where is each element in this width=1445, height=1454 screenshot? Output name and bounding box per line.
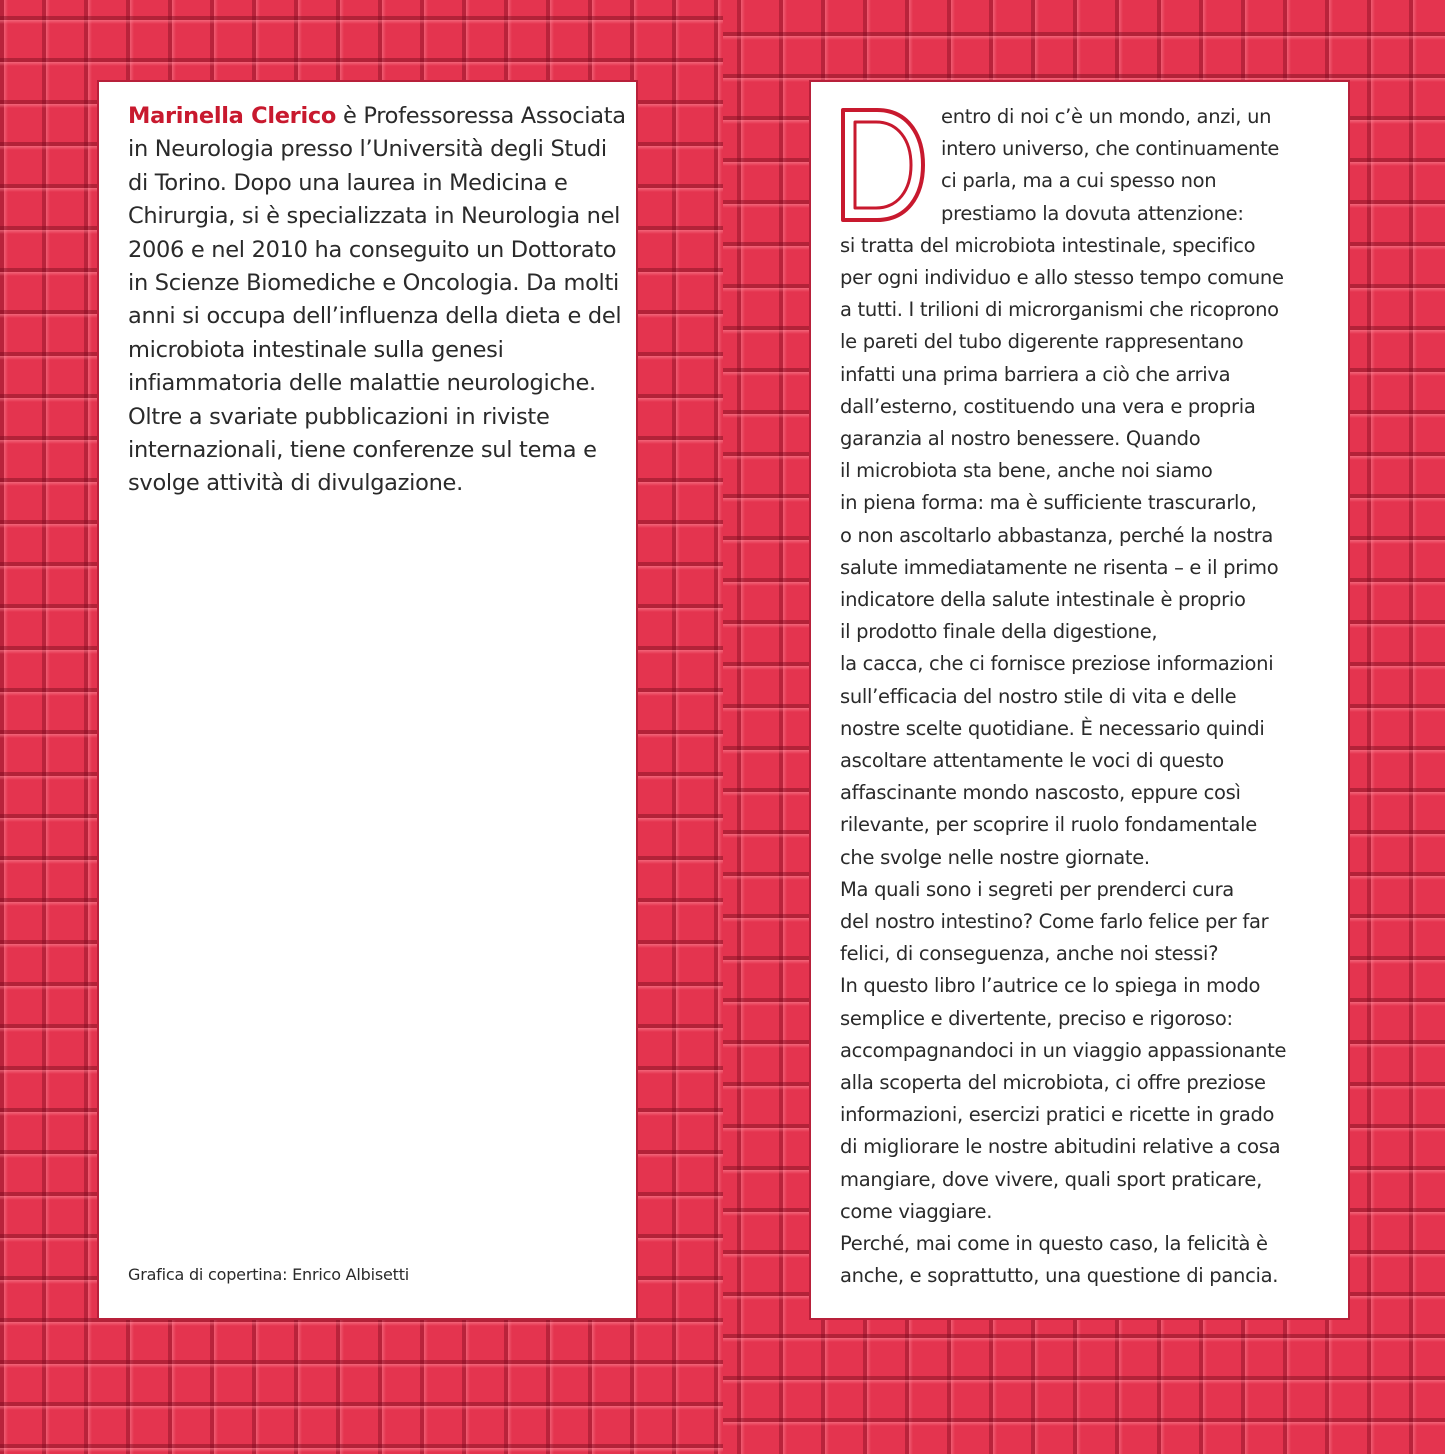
blurb-line: infatti una prima barriera a ciò che arriva	[840, 362, 1231, 386]
blurb-line: per ogni individuo e allo stesso tempo comune	[840, 266, 1284, 289]
blurb-line: entro di noi c’è un mondo, anzi, un	[941, 105, 1272, 128]
blurb-line: dall’esterno, costituendo una vera e propria	[840, 394, 1256, 418]
blurb-line: accompagnandoci in un viaggio appassionante	[840, 1038, 1287, 1062]
blurb-line: del nostro intestino? Come farlo felice per far	[840, 910, 1269, 933]
blurb-line: indicatore della salute intestinale è proprio	[840, 588, 1246, 611]
blurb-line: le pareti del tubo digerente rappresentano	[840, 330, 1244, 354]
blurb-line: prestiamo la dovuta attenzione:	[941, 201, 1244, 225]
blurb-line: nostre scelte quotidiane. È necessario quindi	[840, 716, 1265, 740]
blurb-line: anche, e soprattutto, una questione di pancia.	[840, 1264, 1279, 1288]
blurb-line: si tratta del microbiota intestinale, specifico	[840, 233, 1256, 257]
author-bio-text: è Professoressa Associata in Neurologia presso l’Università degli Studi di Torino. Dopo una laurea in Medicina e Chirurgia, si è specializzata in Neurologia nel 2006 e nel 2010 ha conseguito un Dottorato in Scienze Biomediche e Oncologia. Da molti anni si occupa dell’influenza della dieta e del microbiota intestinale sulla genesi infiammatoria delle malattie neurologiche. Oltre a svariate pubblicazioni in riviste internazionali, tiene conferenze sul tema e svolge attività di divulgazione.	[128, 103, 626, 497]
author-bio	[128, 100, 628, 501]
blurb-line: a tutti. I trilioni di microrganismi che ricoprono	[840, 298, 1279, 322]
blurb-line: semplice e divertente, preciso e rigoroso:	[840, 1006, 1233, 1030]
book-blurb-panel	[809, 80, 1350, 1320]
author-name: Marinella Clerico	[128, 103, 337, 129]
blurb-line: di migliorare le nostre abitudini relative a cosa	[840, 1135, 1281, 1159]
blurb-line: alla scoperta del microbiota, ci offre preziose	[840, 1071, 1266, 1094]
blurb-line: che svolge nelle nostre giornate.	[840, 845, 1150, 869]
blurb-line: in piena forma: ma è sufficiente trascurarlo,	[840, 491, 1257, 515]
drop-cap-letter: D	[837, 89, 850, 108]
blurb-line: garanzia al nostro benessere. Quando	[840, 427, 1201, 450]
blurb-line: affascinante mondo nascosto, eppure così	[840, 781, 1241, 805]
blurb-line: informazioni, esercizi pratici e ricette in grado	[840, 1103, 1275, 1127]
cover-design-credit: Grafica di copertina: Enrico Albisetti	[128, 1265, 410, 1284]
blurb-line: mangiare, dove vivere, quali sport praticare,	[840, 1167, 1262, 1191]
blurb-line: salute immediatamente ne risenta – e il primo	[840, 555, 1279, 579]
blurb-line: Ma quali sono i segreti per prenderci cura	[840, 877, 1234, 901]
blurb-line: ci parla, ma a cui spesso non	[941, 169, 1217, 193]
blurb-line: intero universo, che continuamente	[941, 137, 1280, 161]
blurb-line: il prodotto finale della digestione,	[840, 620, 1158, 644]
blurb-line: rilevante, per scoprire il ruolo fondamentale	[840, 813, 1257, 837]
blurb-line: la cacca, che ci fornisce preziose informazioni	[840, 652, 1274, 676]
blurb-line: come viaggiare.	[840, 1199, 993, 1223]
blurb-line: o non ascoltarlo abbastanza, perché la nostra	[840, 523, 1274, 547]
blurb-line: In questo libro l’autrice ce lo spiega in modo	[840, 974, 1261, 998]
blurb-line: il microbiota sta bene, anche noi siamo	[840, 459, 1213, 483]
blurb-line: felici, di conseguenza, anche noi stessi?	[840, 942, 1219, 966]
blurb-line: sull’efficacia del nostro stile di vita e delle	[840, 684, 1237, 708]
blurb-line: ascoltare attentamente le voci di questo	[840, 749, 1224, 772]
drop-cap-d	[837, 89, 929, 226]
blurb-line: Perché, mai come in questo caso, la felicità è	[840, 1232, 1268, 1255]
author-bio-panel	[97, 80, 638, 1320]
